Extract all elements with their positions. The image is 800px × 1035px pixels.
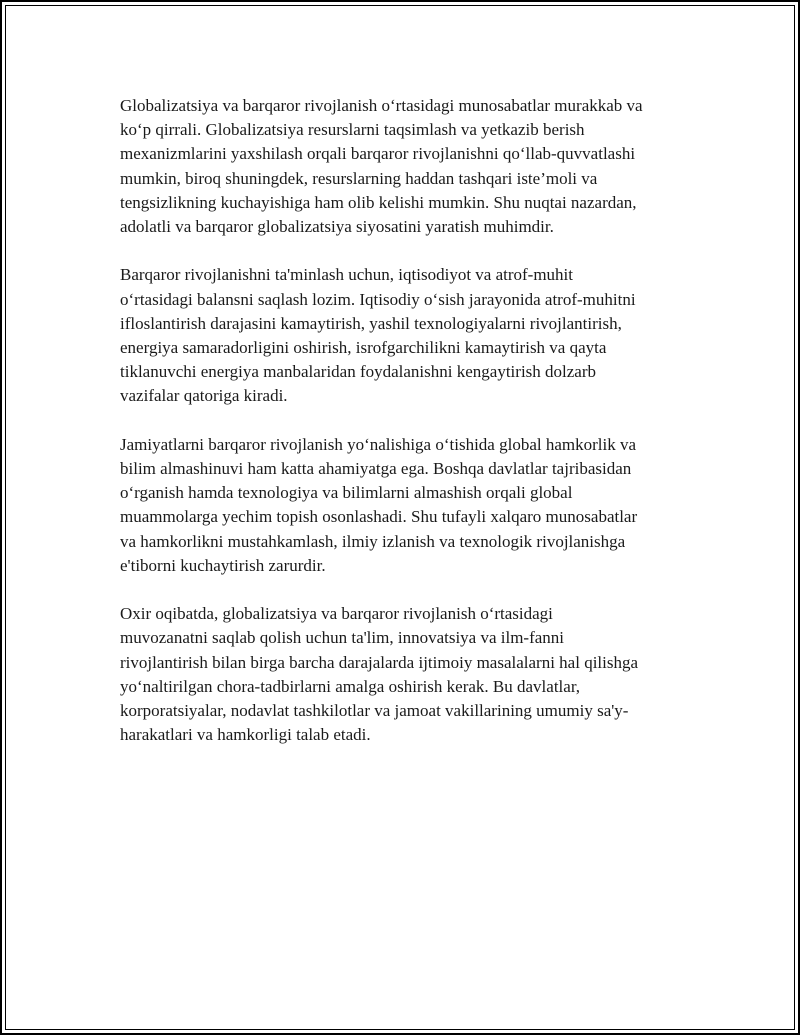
paragraph-line: muvozanatni saqlab qolish uchun ta'lim, innovatsiya va ilm-fanni xyxy=(120,628,565,648)
paragraph-line: mexanizmlarini yaxshilash orqali barqaror rivojlanishni qo‘llab-quvvatlashi xyxy=(120,144,636,164)
paragraph-line: ko‘p qirrali. Globalizatsiya resurslarni taqsimlash va yetkazib berish xyxy=(120,120,585,140)
paragraph-line: mumkin, biroq shuningdek, resurslarning haddan tashqari iste’moli va xyxy=(120,168,598,188)
paragraph-line: tengsizlikning kuchayishiga ham olib kelishi mumkin. Shu nuqtai nazardan, xyxy=(120,192,637,212)
paragraph-1 xyxy=(120,94,694,239)
paragraph-line: Jamiyatlarni barqaror rivojlanish yo‘nalishiga o‘tishida global hamkorlik va xyxy=(120,434,637,454)
paragraph-line: korporatsiyalar, nodavlat tashkilotlar va jamoat vakillarining umumiy sa'y- xyxy=(120,701,629,721)
paragraph-line: tiklanuvchi energiya manbalaridan foydalanishni kengaytirish dolzarb xyxy=(120,362,597,382)
paragraph-line: bilim almashinuvi ham katta ahamiyatga ega. Boshqa davlatlar tajribasidan xyxy=(120,459,632,479)
paragraph-line: e'tiborni kuchaytirish zarurdir. xyxy=(120,555,326,575)
paragraph-line: ifloslantirish darajasini kamaytirish, yashil texnologiyalarni rivojlantirish, xyxy=(120,313,622,333)
paragraph-line: adolatli va barqaror globalizatsiya siyosatini yaratish muhimdir. xyxy=(120,217,554,237)
paragraph-line: yo‘naltirilgan chora-tadbirlarni amalga oshirish kerak. Bu davlatlar, xyxy=(120,676,581,696)
paragraph-2 xyxy=(120,263,694,408)
paragraph-3 xyxy=(120,433,694,578)
paragraph-4 xyxy=(120,602,694,747)
paragraph-line: o‘rtasidagi balansni saqlash lozim. Iqtisodiy o‘sish jarayonida atrof-muhitni xyxy=(120,289,636,309)
paragraph-line: rivojlantirish bilan birga barcha darajalarda ijtimoiy masalalarni hal qilishga xyxy=(120,652,639,672)
paragraph-line: va hamkorlikni mustahkamlash, ilmiy izlanish va texnologik rivojlanishga xyxy=(120,531,626,551)
paragraph-line: harakatlari va hamkorligi talab etadi. xyxy=(120,725,371,745)
paragraph-line: energiya samaradorligini oshirish, isrofgarchilikni kamaytirish va qayta xyxy=(120,338,607,358)
document-body xyxy=(120,94,694,772)
paragraph-line: vazifalar qatoriga kiradi. xyxy=(120,386,288,406)
paragraph-line: o‘rganish hamda texnologiya va bilimlarni almashish orqali global xyxy=(120,483,573,503)
paragraph-line: Globalizatsiya va barqaror rivojlanish o‘rtasidagi munosabatlar murakkab va xyxy=(120,96,643,115)
paragraph-line: Barqaror rivojlanishni ta'minlash uchun, iqtisodiyot va atrof-muhit xyxy=(120,265,574,285)
paragraph-line: Oxir oqibatda, globalizatsiya va barqaror rivojlanish o‘rtasidagi xyxy=(120,604,553,624)
paragraph-line: muammolarga yechim topish osonlashadi. Shu tufayli xalqaro munosabatlar xyxy=(120,507,638,527)
